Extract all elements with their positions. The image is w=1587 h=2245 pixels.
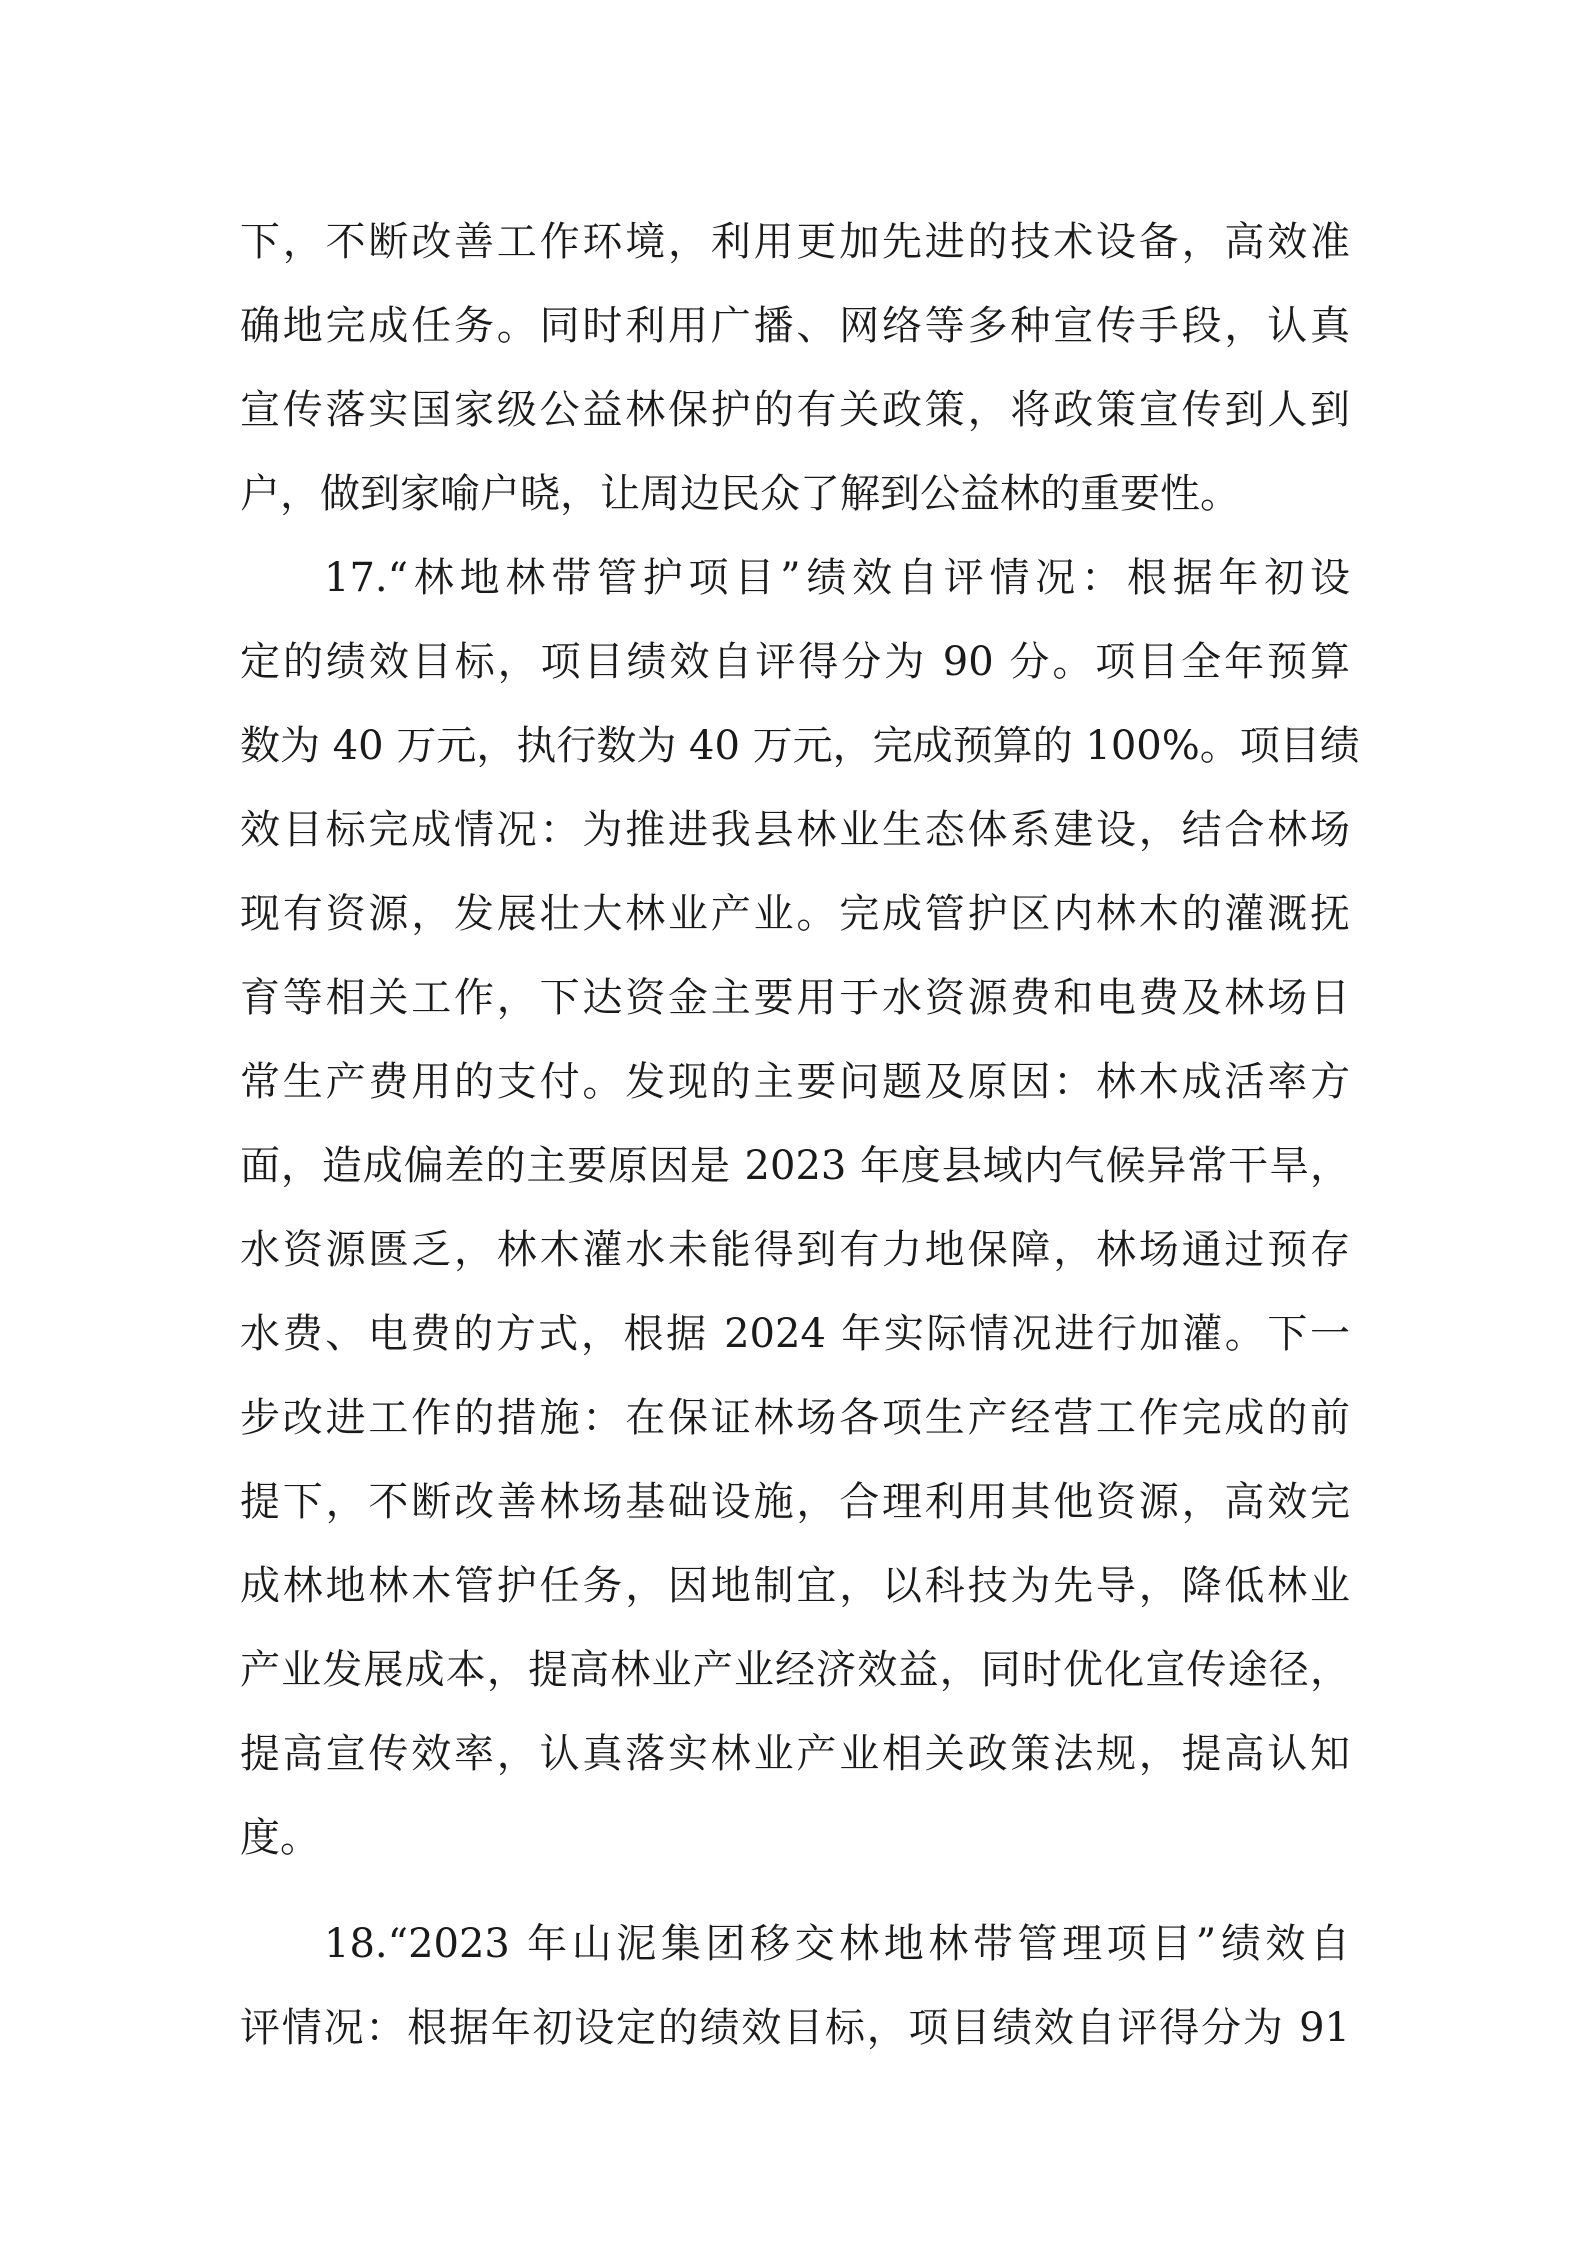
text-line: 面，造成偏差的主要原因是 2023 年度县域内气候异常干旱， (240, 1143, 1350, 1189)
text-line: 确地完成任务。同时利用广播、网络等多种宣传手段，认真 (240, 303, 1350, 349)
text-line: 宣传落实国家级公益林保护的有关政策，将政策宣传到人到 (240, 387, 1350, 433)
body-text (240, 200, 1360, 2070)
text-line: 度。 (240, 1815, 320, 1861)
text-line: 提高宣传效率，认真落实林业产业相关政策法规，提高认知 (240, 1731, 1350, 1777)
text-line: 效目标完成情况：为推进我县林业生态体系建设，结合林场 (240, 807, 1350, 853)
text-line: 提下，不断改善林场基础设施，合理利用其他资源，高效完 (240, 1479, 1350, 1525)
paragraph-gap (240, 1880, 1350, 1902)
text-line: 成林地林木管护任务，因地制宜，以科技为先导，降低林业 (240, 1563, 1350, 1609)
text-line: 17.“林地林带管护项目”绩效自评情况：根据年初设 (324, 555, 1350, 601)
text-line: 产业发展成本，提高林业产业经济效益，同时优化宣传途径， (240, 1647, 1350, 1693)
text-line: 数为 40 万元，执行数为 40 万元，完成预算的 100%。项目绩 (240, 723, 1360, 769)
text-line: 现有资源，发展壮大林业产业。完成管护区内林木的灌溉抚 (240, 891, 1350, 937)
text-line: 步改进工作的措施：在保证林场各项生产经营工作完成的前 (240, 1395, 1350, 1441)
paragraph-item-17 (240, 536, 1360, 1880)
paragraph-item-18 (240, 1902, 1350, 2070)
text-line: 定的绩效目标，项目绩效自评得分为 90 分。项目全年预算 (240, 639, 1350, 685)
text-line: 下，不断改善工作环境，利用更加先进的技术设备，高效准 (240, 219, 1350, 265)
text-line: 育等相关工作，下达资金主要用于水资源费和电费及林场日 (240, 975, 1350, 1021)
text-line: 户，做到家喻户晓，让周边民众了解到公益林的重要性。 (240, 471, 1240, 517)
paragraph-continuation (240, 200, 1350, 536)
text-line: 18.“2023 年山泥集团移交林地林带管理项目”绩效自 (324, 1921, 1350, 1967)
text-line: 水资源匮乏，林木灌水未能得到有力地保障，林场通过预存 (240, 1227, 1350, 1273)
text-line: 水费、电费的方式，根据 2024 年实际情况进行加灌。下一 (240, 1311, 1350, 1357)
text-line: 评情况：根据年初设定的绩效目标，项目绩效自评得分为 91 (240, 2005, 1350, 2051)
text-line: 常生产费用的支付。发现的主要问题及原因：林木成活率方 (240, 1059, 1350, 1105)
